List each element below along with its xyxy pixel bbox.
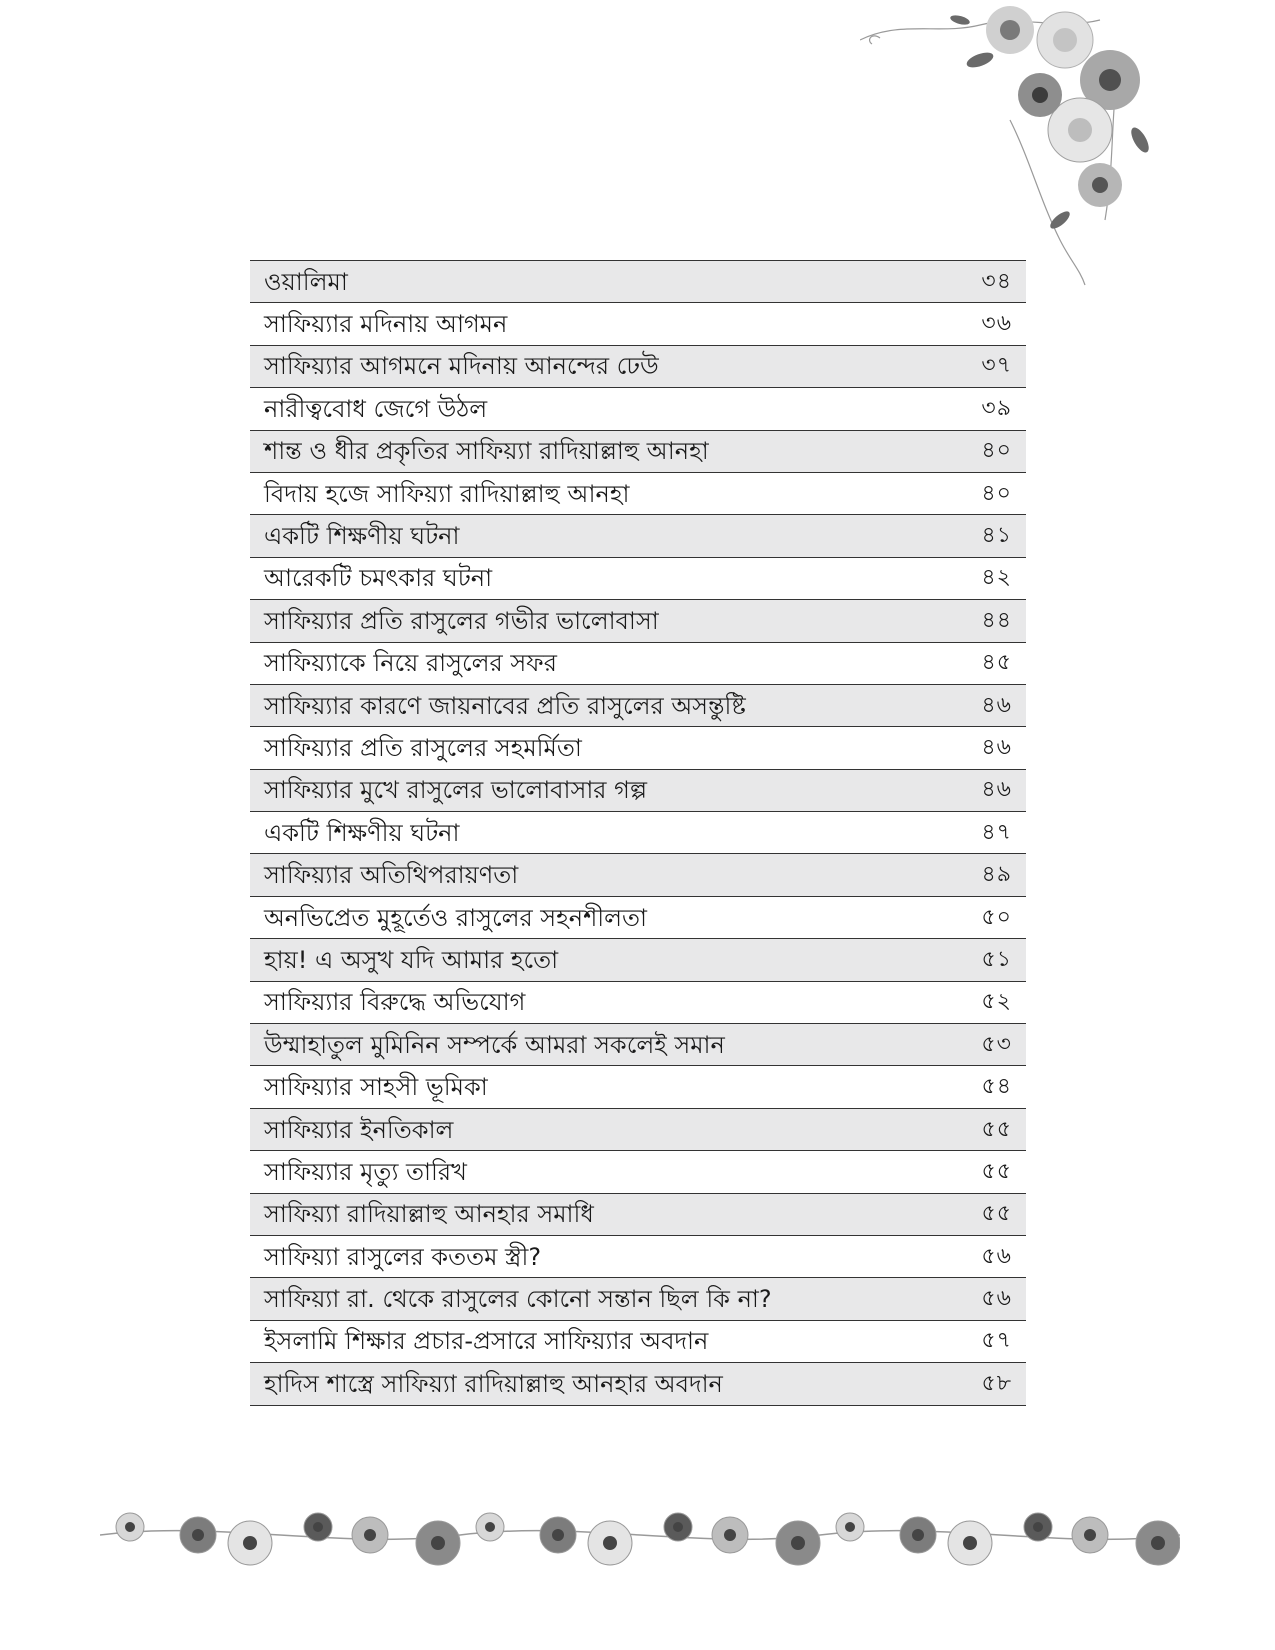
toc-entry-page: ৪০ bbox=[981, 438, 1012, 464]
toc-entry-page: ৪৬ bbox=[981, 777, 1012, 803]
toc-entry-title: সাফিয়্যার ইনতিকাল bbox=[264, 1115, 454, 1144]
toc-entry-page: ৩৪ bbox=[981, 268, 1012, 294]
toc-entry bbox=[250, 261, 1026, 303]
toc-entry-page: ৪২ bbox=[981, 565, 1012, 591]
toc-entry bbox=[250, 1236, 1026, 1278]
flower-icon bbox=[416, 1521, 460, 1565]
flower-icon bbox=[1037, 12, 1093, 68]
toc-entry-page: ৩৬ bbox=[981, 311, 1012, 337]
flower-icon bbox=[836, 1513, 864, 1541]
toc-entry-title: সাফিয়্যার বিরুদ্ধে অভিযোগ bbox=[264, 988, 526, 1017]
toc-entry-page: ৫৬ bbox=[981, 1243, 1012, 1269]
flower-icon bbox=[948, 1521, 992, 1565]
flower-icon bbox=[1072, 1517, 1108, 1553]
toc-entry bbox=[250, 770, 1026, 812]
toc-entry-title: অনভিপ্রেত মুহূর্তেও রাসুলের সহনশীলতা bbox=[264, 903, 648, 932]
toc-entry bbox=[250, 939, 1026, 981]
toc-entry bbox=[250, 685, 1026, 727]
toc-entry bbox=[250, 982, 1026, 1024]
toc-entry bbox=[250, 1194, 1026, 1236]
toc-entry-page: ৫৩ bbox=[981, 1031, 1012, 1057]
toc-entry-page: ৫৪ bbox=[981, 1074, 1012, 1100]
toc-entry-page: ৪৪ bbox=[981, 607, 1012, 633]
toc-entry bbox=[250, 303, 1026, 345]
flower-icon bbox=[540, 1517, 576, 1553]
toc-entry-title: সাফিয়্যার আগমনে মদিনায় আনন্দের ঢেউ bbox=[264, 352, 659, 381]
toc-entry bbox=[250, 1363, 1026, 1405]
flower-icon bbox=[476, 1513, 504, 1541]
toc-entry-page: ৫০ bbox=[981, 904, 1012, 930]
toc-entry-page: ৫২ bbox=[981, 989, 1012, 1015]
toc-entry bbox=[250, 1066, 1026, 1108]
toc-entry-page: ৩৯ bbox=[981, 395, 1012, 421]
toc-entry-title: সাফিয়্যার মদিনায় আগমন bbox=[264, 310, 508, 339]
flower-icon bbox=[304, 1513, 332, 1541]
toc-entry bbox=[250, 727, 1026, 769]
toc-entry-title: উম্মাহাতুল মুমিনিন সম্পর্কে আমরা সকলেই সমান bbox=[264, 1030, 725, 1059]
toc-entry-title: একটি শিক্ষণীয় ঘটনা bbox=[264, 522, 460, 551]
toc-entry-title: আরেকটি চমৎকার ঘটনা bbox=[264, 564, 493, 593]
toc-entry-page: ৪৭ bbox=[981, 819, 1012, 845]
toc-entry bbox=[250, 812, 1026, 854]
flower-icon bbox=[712, 1517, 748, 1553]
toc-entry-title: সাফিয়্যার সাহসী ভূমিকা bbox=[264, 1073, 488, 1102]
toc-entry bbox=[250, 643, 1026, 685]
toc-entry bbox=[250, 854, 1026, 896]
toc-entry bbox=[250, 897, 1026, 939]
toc-entry-page: ৫৫ bbox=[981, 1116, 1012, 1142]
flower-icon bbox=[1078, 163, 1122, 207]
toc-entry-page: ৫১ bbox=[981, 946, 1012, 972]
toc-entry-title: একটি শিক্ষণীয় ঘটনা bbox=[264, 818, 460, 847]
flower-icon bbox=[228, 1521, 272, 1565]
toc-entry-title: সাফিয়্যা রাদিয়াল্লাহু আনহার সমাধি bbox=[264, 1200, 594, 1229]
toc-entry bbox=[250, 473, 1026, 515]
flower-icon bbox=[1024, 1513, 1052, 1541]
toc-entry-page: ৫৭ bbox=[981, 1328, 1012, 1354]
toc-entry bbox=[250, 1024, 1026, 1066]
toc-entry-title: সাফিয়্যার প্রতি রাসুলের সহমর্মিতা bbox=[264, 733, 582, 762]
flower-icon bbox=[900, 1517, 936, 1553]
toc-entry-page: ৪৬ bbox=[981, 692, 1012, 718]
toc-entry-title: সাফিয়্যার মুখে রাসুলের ভালোবাসার গল্প bbox=[264, 776, 647, 805]
corner-floral-ornament bbox=[860, 0, 1180, 290]
toc-entry-page: ৫৫ bbox=[981, 1158, 1012, 1184]
toc-entry-page: ৫৬ bbox=[981, 1286, 1012, 1312]
table-of-contents bbox=[250, 260, 1026, 1406]
toc-entry-title: বিদায় হজে সাফিয়্যা রাদিয়াল্লাহু আনহা bbox=[264, 479, 630, 508]
toc-entry-page: ৪৬ bbox=[981, 734, 1012, 760]
toc-entry-title: সাফিয়্যার কারণে জায়নাবের প্রতি রাসুলের অসন্তুষ্টি bbox=[264, 691, 746, 720]
toc-entry-title: সাফিয়্যা রা. থেকে রাসুলের কোনো সন্তান ছিল কি না? bbox=[264, 1285, 772, 1314]
toc-entry-page: ৫৫ bbox=[981, 1201, 1012, 1227]
flower-icon bbox=[776, 1521, 820, 1565]
toc-entry bbox=[250, 346, 1026, 388]
toc-entry bbox=[250, 600, 1026, 642]
toc-entry-page: ৪৫ bbox=[981, 650, 1012, 676]
toc-entry-title: নারীত্ববোধ জেগে উঠল bbox=[264, 394, 488, 423]
toc-entry-page: ৩৭ bbox=[981, 353, 1012, 379]
toc-entry-title: সাফিয়্যা রাসুলের কততম স্ত্রী? bbox=[264, 1242, 542, 1271]
toc-entry-page: ৪৯ bbox=[981, 862, 1012, 888]
toc-entry-title: শান্ত ও ধীর প্রকৃতির সাফিয়্যা রাদিয়াল্লাহু আনহা bbox=[264, 437, 709, 466]
toc-entry-page: ৫৮ bbox=[981, 1370, 1012, 1396]
flower-icon bbox=[664, 1513, 692, 1541]
flower-icon bbox=[1136, 1521, 1180, 1565]
flower-icon bbox=[180, 1517, 216, 1553]
toc-entry-title: সাফিয়্যার প্রতি রাসুলের গভীর ভালোবাসা bbox=[264, 606, 659, 635]
toc-entry-title: ইসলামি শিক্ষার প্রচার-প্রসারে সাফিয়্যার অবদান bbox=[264, 1327, 709, 1356]
toc-entry-title: সাফিয়্যার অতিথিপরায়ণতা bbox=[264, 861, 519, 890]
toc-entry-title: সাফিয়্যার মৃত্যু তারিখ bbox=[264, 1157, 467, 1186]
toc-entry-page: ৪০ bbox=[981, 480, 1012, 506]
toc-entry-title: সাফিয়্যাকে নিয়ে রাসুলের সফর bbox=[264, 649, 557, 678]
toc-entry bbox=[250, 1321, 1026, 1363]
toc-entry bbox=[250, 1278, 1026, 1320]
bottom-floral-border bbox=[100, 1490, 1180, 1580]
flower-icon bbox=[986, 6, 1034, 54]
flower-icon bbox=[1018, 73, 1062, 117]
toc-entry bbox=[250, 558, 1026, 600]
toc-entry-page: ৪১ bbox=[981, 523, 1012, 549]
toc-entry bbox=[250, 1151, 1026, 1193]
toc-entry bbox=[250, 388, 1026, 430]
flower-icon bbox=[352, 1517, 388, 1553]
flower-icon bbox=[588, 1521, 632, 1565]
toc-entry bbox=[250, 515, 1026, 557]
toc-entry-title: ওয়ালিমা bbox=[264, 267, 348, 296]
toc-entry bbox=[250, 431, 1026, 473]
flower-icon bbox=[116, 1513, 144, 1541]
toc-entry-title: হাদিস শাস্ত্রে সাফিয়্যা রাদিয়াল্লাহু আনহার অবদান bbox=[264, 1369, 723, 1398]
toc-entry-title: হায়! এ অসুখ যদি আমার হতো bbox=[264, 945, 559, 974]
toc-entry bbox=[250, 1109, 1026, 1151]
